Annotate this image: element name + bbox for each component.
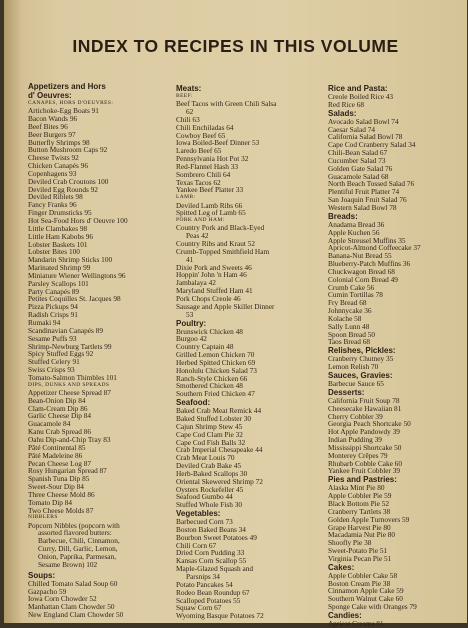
- recipe-entry: Caesar Salad 74: [328, 124, 376, 134]
- recipe-entry: Sally Lunn 48: [328, 321, 370, 331]
- recipe-entry: Beer Burgers 97: [28, 129, 76, 139]
- recipe-entry: Baked Crab Meat Remick 44: [176, 406, 262, 416]
- recipe-entry: Radish Crisps 91: [28, 310, 78, 320]
- section-heading: Candies:: [328, 610, 362, 620]
- recipe-entry: Cranberry Chutney 35: [328, 354, 394, 364]
- index-column-2: [176, 84, 326, 620]
- recipe-entry: Hot Sea-Food Hors d' Oeuvre 100: [28, 216, 128, 226]
- recipe-entry: Cinnamon Apple Cake 59: [328, 586, 404, 596]
- recipe-entry: Pork Chops Creole 46: [176, 294, 241, 304]
- section-heading: Meats:: [176, 84, 202, 93]
- recipe-entry: Popcorn Nibbles (popcorn with: [28, 520, 120, 530]
- recipe-entry: Avocado Salad Bowl 74: [328, 116, 399, 126]
- recipe-entry: Taos Bread 68: [328, 337, 371, 347]
- recipe-entry: Country Pork and Black-Eyed: [176, 223, 265, 233]
- recipe-entry: Shoofly Pie 38: [328, 538, 372, 548]
- recipe-entry: Brunswick Chicken 48: [176, 326, 243, 336]
- recipe-entry: Baked Stuffed Lobster 30: [176, 413, 252, 423]
- recipe-entry: Black Bottom Pie 52: [328, 498, 390, 508]
- recipe-entry: Mandarin Shrimp Sticks 100: [28, 255, 113, 265]
- recipe-entry: Cajun Shrimp Stew 45: [176, 421, 243, 431]
- recipe-entry: Rodeo Bean Roundup 67: [176, 587, 250, 597]
- recipe-entry: Copenhagens 93: [28, 168, 77, 178]
- recipe-entry: Indian Pudding 39: [328, 435, 382, 445]
- recipe-entry: Butterfly Shrimps 98: [28, 137, 90, 147]
- recipe-entry: Spanish Tuna Dip 85: [28, 474, 90, 484]
- recipe-entry: Tomato Dip 84: [28, 497, 73, 507]
- recipe-entry: Shrimp-Newburg Tartlets 99: [28, 341, 112, 351]
- recipe-entry: Guacamole Salad 68: [328, 171, 389, 181]
- recipe-entry: Oriental Skewered Shrimp 72: [176, 476, 263, 486]
- recipe-entry: Fancy Franks 96: [28, 200, 77, 210]
- recipe-entry: Cowboy Beef 65: [176, 130, 226, 140]
- recipe-entry: Bacon Wands 96: [28, 114, 78, 124]
- section-heading: Desserts:: [328, 387, 365, 397]
- recipe-entry: Chili 63: [176, 114, 200, 124]
- recipe-entry: Virginia Pecan Pie 51: [328, 553, 392, 563]
- recipe-entry: Spoon Bread 50: [328, 329, 376, 339]
- recipe-entry: Georgia Peach Shortcake 50: [328, 419, 411, 429]
- recipe-entry: Crumb-Topped Smithfield Ham: [176, 246, 270, 256]
- recipe-entry: Colonial Corn Bread 49: [328, 274, 398, 284]
- recipe-entry: Lemon Relish 70: [328, 362, 379, 372]
- recipe-entry: San Joaquin Fruit Salad 76: [328, 195, 407, 205]
- recipe-entry: Yankee Fruit Cobbler 39: [328, 466, 401, 476]
- recipe-entry: Monterey Crêpes 79: [328, 450, 388, 460]
- section-heading: Salads:: [328, 108, 357, 118]
- recipe-entry: Ranch-Style Chicken 66: [176, 373, 248, 383]
- recipe-entry: Cape Cod Cranberry Salad 34: [328, 140, 416, 150]
- recipe-entry: Barbecue Sauce 65: [328, 379, 384, 388]
- recipe-entry: Crumb Cake 56: [328, 282, 375, 292]
- recipe-entry: Spicy Stuffed Eggs 92: [28, 349, 94, 359]
- subsection-heading: LAMB:: [176, 194, 196, 201]
- recipe-entry: Scandinavian Canapés 89: [28, 325, 103, 335]
- recipe-entry: Smothered Chicken 48: [176, 381, 243, 391]
- section-heading: Appetizers and Hors: [28, 82, 106, 91]
- recipe-entry: Deviled Crab Croutons 100: [28, 176, 109, 186]
- recipe-entry-continued: Peas 42: [186, 231, 209, 241]
- recipe-entry-continued: Parsnips 34: [186, 572, 220, 582]
- recipe-entry: Country Captain 48: [176, 342, 234, 352]
- recipe-entry: Chili-Bean Salad 67: [328, 148, 388, 158]
- recipe-entry: Bean-Onion Dip 84: [28, 395, 86, 405]
- recipe-entry: Kanu Crab Spread 86: [28, 427, 92, 437]
- recipe-entry: Macadamia Nut Pie 80: [328, 530, 396, 540]
- recipe-entry: Oahu Dip-and-Chip Tray 83: [28, 435, 111, 444]
- recipe-entry: Chili Corn 67: [176, 540, 217, 550]
- recipe-entry-continued: 41: [186, 254, 194, 264]
- recipe-entry: Oysters Rockefeller 45: [176, 484, 244, 494]
- recipe-entry: North Beach Tossed Salad 76: [328, 179, 415, 189]
- recipe-entry: Kolache 58: [328, 313, 362, 323]
- recipe-entry: Squaw Corn 67: [176, 603, 222, 613]
- recipe-entry: Stuffed Whole Fish 30: [176, 500, 243, 510]
- recipe-entry: Party Canapés 89: [28, 286, 80, 296]
- recipe-entry: Gazpacho 59: [28, 586, 67, 596]
- recipe-entry: Sponge Cake with Oranges 79: [328, 602, 417, 612]
- recipe-entry: Grilled Lemon Chicken 70: [176, 350, 255, 360]
- recipe-entry: Anadama Bread 36: [328, 219, 385, 229]
- section-heading: Breads:: [328, 211, 358, 221]
- recipe-entry: Cape Cod Clam Pie 32: [176, 429, 243, 439]
- section-heading: Vegetables:: [176, 509, 221, 519]
- recipe-entry: Finger Drumsticks 95: [28, 208, 92, 218]
- recipe-entry: Garlic Cheese Dip 84: [28, 411, 92, 421]
- recipe-entry: Dixie Pork and Sweets 46: [176, 262, 252, 272]
- recipe-entry: Hot Apple Pandowdy 39: [328, 427, 400, 437]
- recipe-entry: Grape Harvest Pie 80: [328, 522, 391, 532]
- recipe-entry: Potato Pancakes 54: [176, 579, 233, 589]
- recipe-entry: Herbed Spitted Chicken 69: [176, 357, 256, 367]
- recipe-entry: Manhattan Clam Chowder 50: [28, 602, 115, 612]
- recipe-entry: Rumaki 94: [28, 317, 61, 327]
- section-heading: Poultry:: [176, 318, 207, 328]
- recipe-entry: Cumin Tortillas 78: [328, 290, 383, 300]
- recipe-entry: Scalloped Potatoes 55: [176, 595, 241, 605]
- recipe-entry: Sombrero Chili 64: [176, 169, 231, 179]
- recipe-entry: Golden Gate Salad 76: [328, 163, 393, 173]
- recipe-entry: Blueberry-Patch Muffins 36: [328, 259, 411, 269]
- recipe-entry: Lobster Baskets 101: [28, 239, 88, 249]
- recipe-entry: Yankee Beef Platter 33: [176, 185, 244, 195]
- recipe-entry: Pâté Madeleine 86: [28, 450, 83, 460]
- recipe-entry-continued: assorted flavored butters:: [38, 528, 112, 538]
- recipe-entry: Petites Coquilles St. Jacques 98: [28, 294, 121, 304]
- index-column-1: [28, 82, 173, 619]
- recipe-entry: Deviled Crab Bake 45: [176, 461, 242, 471]
- recipe-entry: Plentiful Fruit Platter 74: [328, 187, 400, 197]
- recipe-entry: Tomato-Salmon Thimbles 101: [28, 372, 117, 382]
- recipe-entry: Guacamole 84: [28, 419, 71, 429]
- recipe-entry: Cheese Twists 92: [28, 153, 79, 163]
- recipe-entry: Iowa Boiled-Beef Dinner 53: [176, 138, 260, 148]
- subsection-heading: NIBBLERS: [28, 514, 58, 521]
- recipe-entry: Little Ham Kabobs 96: [28, 231, 94, 241]
- recipe-entry: Rhubarb Cobble Cake 60: [328, 458, 402, 468]
- recipe-entry: Cherry Cobbler 39: [328, 411, 383, 421]
- subsection-heading: DIPS, DUNKS AND SPREADS: [28, 381, 110, 388]
- recipe-entry-continued: 53: [186, 309, 194, 319]
- recipe-entry: Mississippi Shortcake 50: [328, 442, 402, 452]
- subsection-heading: CANAPES, HORS D'OEUVRES:: [28, 100, 114, 106]
- recipe-entry: Fry Bread 68: [328, 298, 367, 308]
- recipe-entry-continued: Barbecue, Chili, Cinnamon,: [38, 536, 120, 546]
- recipe-entry: Apple Cobbler Pie 59: [328, 491, 392, 501]
- recipe-entry: Stuffed Celery 91: [28, 357, 80, 367]
- recipe-entry: Little Clambakes 98: [28, 223, 88, 233]
- recipe-entry: Southern Fried Chicken 47: [176, 389, 255, 399]
- recipe-entry: Rosy Hungarian Spread 87: [28, 466, 107, 476]
- recipe-entry: Dried Corn Pudding 33: [176, 548, 245, 558]
- recipe-entry: Maryland Stuffed Ham 41: [176, 286, 253, 296]
- recipe-entry: Honolulu Chicken Salad 73: [176, 365, 257, 375]
- recipe-entry: Iowa Corn Chowder 52: [28, 594, 97, 604]
- recipe-entry: Herb-Baked Scallops 30: [176, 468, 248, 478]
- recipe-entry: Banana-Nut Bread 55: [328, 251, 392, 261]
- recipe-entry: Chilled Tomato Salad Soup 60: [28, 578, 118, 588]
- recipe-entry: Johnnycake 36: [328, 306, 372, 316]
- recipe-entry: Wyoming Basque Potatoes 72: [176, 611, 264, 621]
- recipe-entry: Swiss Crisps 93: [28, 365, 75, 375]
- recipe-entry: Parsley Scallops 101: [28, 278, 89, 288]
- recipe-entry: Cape Cod Fish Balls 32: [176, 437, 246, 447]
- recipe-entry: Jambalaya 42: [176, 278, 216, 288]
- recipe-entry: Texas Tacos 62: [176, 177, 221, 187]
- recipe-entry: Creole Boiled Rice 43: [328, 92, 394, 101]
- section-heading: Pies and Pastries:: [328, 475, 397, 485]
- recipe-entry: Beef Bites 96: [28, 121, 68, 131]
- recipe-entry: Southern Walnut Cake 60: [328, 594, 403, 604]
- recipe-entry: Deviled Egg Rounds 92: [28, 184, 98, 194]
- recipe-entry: Spitted Leg of Lamb 65: [176, 208, 246, 218]
- recipe-entry: Chuckwagon Bread 68: [328, 266, 395, 276]
- section-heading: Seafood:: [176, 398, 211, 408]
- recipe-entry: Cheesecake Hawaiian 81: [328, 403, 402, 413]
- recipe-entry: Apricot Creams 81: [328, 618, 384, 628]
- recipe-entry: Sweet-Sour Dip 84: [28, 482, 84, 492]
- recipe-entry-continued: Sesame Brown) 102: [38, 559, 98, 569]
- recipe-entry: Hoppin' John 'n Ham 46: [176, 270, 247, 280]
- recipe-entry: Artichoke-Egg Boats 91: [28, 106, 99, 116]
- section-heading: Soups:: [28, 570, 56, 580]
- recipe-entry: Deviled Lamb Ribs 66: [176, 200, 243, 210]
- recipe-entry: Red Rice 68: [328, 99, 365, 109]
- recipe-entry: Country Ribs and Kraut 52: [176, 239, 256, 249]
- recipe-entry: Sweet-Potato Pie 51: [328, 546, 388, 556]
- recipe-entry: Sesame Puffs 93: [28, 333, 77, 343]
- recipe-entry: Pecan Cheese Log 87: [28, 458, 92, 468]
- index-column-3: [328, 84, 468, 628]
- recipe-entry: Alaska Mint Pie 80: [328, 483, 385, 493]
- recipe-entry: Apple Streusel Muffins 35: [328, 235, 406, 245]
- recipe-entry: Pâté Continental 85: [28, 442, 86, 452]
- recipe-entry: Two Cheese Molds 87: [28, 505, 94, 515]
- recipe-entry: Lobster Bites 100: [28, 247, 80, 257]
- recipe-entry: Three Cheese Mold 86: [28, 489, 95, 499]
- recipe-entry-continued: Curry, Dill, Garlic, Lemon,: [38, 544, 118, 554]
- section-heading: Relishes, Pickles:: [328, 346, 396, 356]
- recipe-entry: Appetizer Cheese Spread 87: [28, 387, 111, 397]
- recipe-entry: Crab Imperial Chesapeake 44: [176, 445, 263, 455]
- recipe-entry: Barbecued Corn 73: [176, 517, 233, 527]
- recipe-entry: Clam-Cream Dip 86: [28, 403, 88, 413]
- recipe-entry: Maple-Glazed Squash and: [176, 564, 253, 574]
- recipe-entry-continued: 62: [186, 107, 194, 117]
- recipe-entry: Apple Cobbler Cake 58: [328, 570, 398, 580]
- recipe-entry: Golden Apple Turnovers 59: [328, 514, 410, 524]
- recipe-entry: Bourbon Sweet Potatoes 49: [176, 532, 257, 542]
- recipe-entry: Seafood Gumbo 44: [176, 492, 233, 502]
- section-heading: Cakes:: [328, 562, 355, 572]
- section-heading: Sauces, Gravies:: [328, 371, 393, 380]
- recipe-entry: Cranberry Tartlets 38: [328, 506, 391, 516]
- recipe-entry: Kansas Corn Scallop 55: [176, 556, 247, 566]
- recipe-entry: Apricot-Almond Coffeecake 37: [328, 243, 421, 253]
- recipe-entry: Burgoo 42: [176, 334, 207, 344]
- index-page: [4, 0, 467, 628]
- section-heading: d' Oeuvres:: [28, 91, 72, 100]
- recipe-entry: Red-Flannel Hash 33: [176, 161, 239, 171]
- recipe-entry-continued: Onion, Paprika, Parmesan,: [38, 552, 117, 562]
- recipe-entry: Boston Baked Beans 34: [176, 524, 246, 534]
- recipe-entry: Pennsylvania Hot Pot 32: [176, 154, 249, 164]
- recipe-entry: Chicken Canapés 96: [28, 161, 88, 171]
- recipe-entry: New England Clam Chowder 50: [28, 610, 124, 620]
- subsection-heading: PORK AND HAM:: [176, 217, 225, 224]
- subsection-heading: BEEF:: [176, 93, 193, 99]
- recipe-entry: Pizza Pickups 94: [28, 302, 78, 312]
- recipe-entry: Boston Cream Pie 38: [328, 578, 391, 588]
- recipe-entry: Apple Kuchen 56: [328, 227, 380, 237]
- recipe-entry: Crab Meat Louis 70: [176, 453, 235, 463]
- recipe-entry: Laredo Beef 65: [176, 146, 222, 156]
- recipe-entry: Beef Tacos with Green Chili Salsa: [176, 99, 277, 109]
- recipe-entry: Chili Enchiladas 64: [176, 122, 234, 132]
- recipe-entry: California Fruit Soup 78: [328, 395, 400, 405]
- recipe-entry: Button Mushroom Caps 92: [28, 145, 108, 155]
- recipe-entry: Western Salad Bowl 78: [328, 202, 397, 212]
- recipe-entry: Marinated Shrimp 99: [28, 263, 91, 273]
- recipe-entry: California Salad Bowl 78: [328, 132, 403, 142]
- recipe-entry: Miniature Wiener Wellingtons 96: [28, 270, 126, 280]
- recipe-entry: Deviled Riblets 98: [28, 192, 83, 202]
- recipe-entry: Cucumber Salad 73: [328, 155, 386, 165]
- section-heading: Rice and Pasta:: [328, 84, 388, 93]
- recipe-entry: Sausage and Apple Skillet Dinner: [176, 301, 275, 311]
- page-title: INDEX TO RECIPES IN THIS VOLUME: [72, 36, 399, 56]
